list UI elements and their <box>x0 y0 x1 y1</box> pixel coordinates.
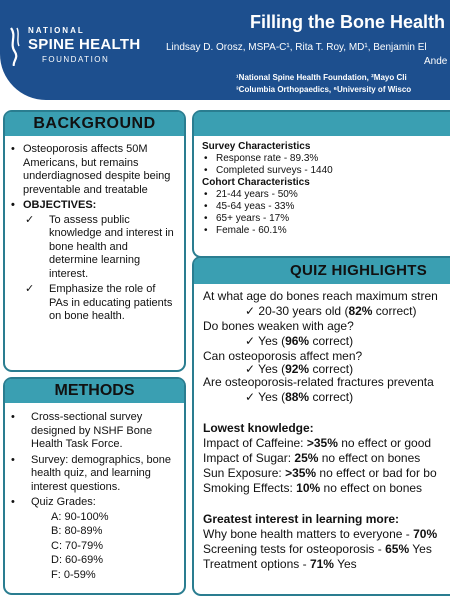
methods-panel <box>3 377 186 595</box>
quiz-answer: ✓ Yes (96% correct) <box>245 334 354 348</box>
background-panel <box>3 110 186 372</box>
cohort-item: • 21-44 years - 50% <box>202 189 450 201</box>
background-bullet: • Osteoporosis affects 50M Americans, but remains underdiagnosed despite being preventable and treatable <box>9 143 176 197</box>
quiz-question: Are osteoporosis-related fractures preventa <box>203 375 434 389</box>
methods-bullet: • Cross-sectional survey designed by NSHF Bone Health Task Force. <box>9 411 176 452</box>
spine-figure-icon <box>8 26 22 66</box>
survey-item: • Response rate - 89.3% <box>202 153 450 165</box>
objectives-label: • OBJECTIVES: <box>9 199 176 213</box>
survey-characteristics-heading: Survey Characteristics <box>202 141 311 152</box>
quiz-question: Can osteoporosis affect men? <box>203 349 363 363</box>
learning-interest-item: Screening tests for osteoporosis - 65% Yes <box>203 542 432 556</box>
methods-bullet: • Survey: demographics, bone health quiz, and learning interest questions. <box>9 454 176 495</box>
logo-main-text: SPINE HEALTH <box>28 36 141 53</box>
authors-line-2: Ande <box>424 56 448 67</box>
quiz-highlights-heading: QUIZ HIGHLIGHTS <box>194 258 450 284</box>
results-panel <box>192 110 450 258</box>
poster-title: Filling the Bone Health <box>250 12 446 32</box>
quiz-highlights-panel <box>192 256 450 596</box>
poster-header <box>0 0 450 100</box>
logo-foundation-text: FOUNDATION <box>42 55 110 64</box>
results-heading-bar <box>194 112 450 136</box>
quiz-question: Do bones weaken with age? <box>203 319 354 333</box>
authors-line-1: Lindsay D. Orosz, MSPA-C¹, Rita T. Roy, MD¹, Benjamin El <box>166 42 427 53</box>
grade-item: C: 70-79% <box>51 539 103 552</box>
methods-heading: METHODS <box>5 379 184 403</box>
methods-bullet: • Quiz Grades: <box>9 496 176 510</box>
quiz-answer: ✓ Yes (88% correct) <box>245 390 354 404</box>
cohort-item: • 45-64 yeas - 33% <box>202 201 450 213</box>
logo-national-text: NATIONAL <box>28 26 85 35</box>
quiz-answer: ✓ 20-30 years old (82% correct) <box>245 304 417 318</box>
background-heading: BACKGROUND <box>5 112 184 136</box>
quiz-question: At what age do bones reach maximum stren <box>203 289 438 303</box>
grade-item: D: 60-69% <box>51 554 103 566</box>
cohort-characteristics-heading: Cohort Characteristics <box>202 177 310 188</box>
lowest-knowledge-item: Impact of Sugar: 25% no effect on bones <box>203 451 421 465</box>
cohort-item: • 65+ years - 17% <box>202 213 450 225</box>
grade-item: F: 0-59% <box>51 568 96 581</box>
cohort-item: • Female - 60.1% <box>202 225 450 237</box>
learning-interest-item: Why bone health matters to everyone - 70% <box>203 527 438 541</box>
affiliations-line-2: ³Columbia Orthopaedics, ⁶University of Wisco <box>236 85 412 94</box>
nshf-logo <box>8 26 141 70</box>
learning-interest-item: Treatment options - 71% Yes <box>203 557 357 571</box>
lowest-knowledge-item: Smoking Effects: 10% no effect on bones <box>203 481 423 495</box>
objective-item: ✓ Emphasize the role of PAs in educating patients on bone health. <box>9 283 176 324</box>
grade-item: B: 80-89% <box>51 525 103 537</box>
quiz-answer: ✓ Yes (92% correct) <box>245 362 354 376</box>
lowest-knowledge-item: Sun Exposure: >35% no effect or bad for bo <box>203 466 437 480</box>
grade-item: A: 90-100% <box>51 510 109 523</box>
affiliations-line-1: ¹National Spine Health Foundation, ²Mayo Cli <box>236 73 407 82</box>
lowest-knowledge-heading: Lowest knowledge: <box>203 421 314 435</box>
survey-item: • Completed surveys - 1440 <box>202 165 450 177</box>
lowest-knowledge-item: Impact of Caffeine: >35% no effect or good <box>203 436 432 450</box>
objective-item: ✓ To assess public knowledge and interest in bone health and determine learning interest. <box>9 214 176 282</box>
learning-interest-heading: Greatest interest in learning more: <box>203 512 400 526</box>
